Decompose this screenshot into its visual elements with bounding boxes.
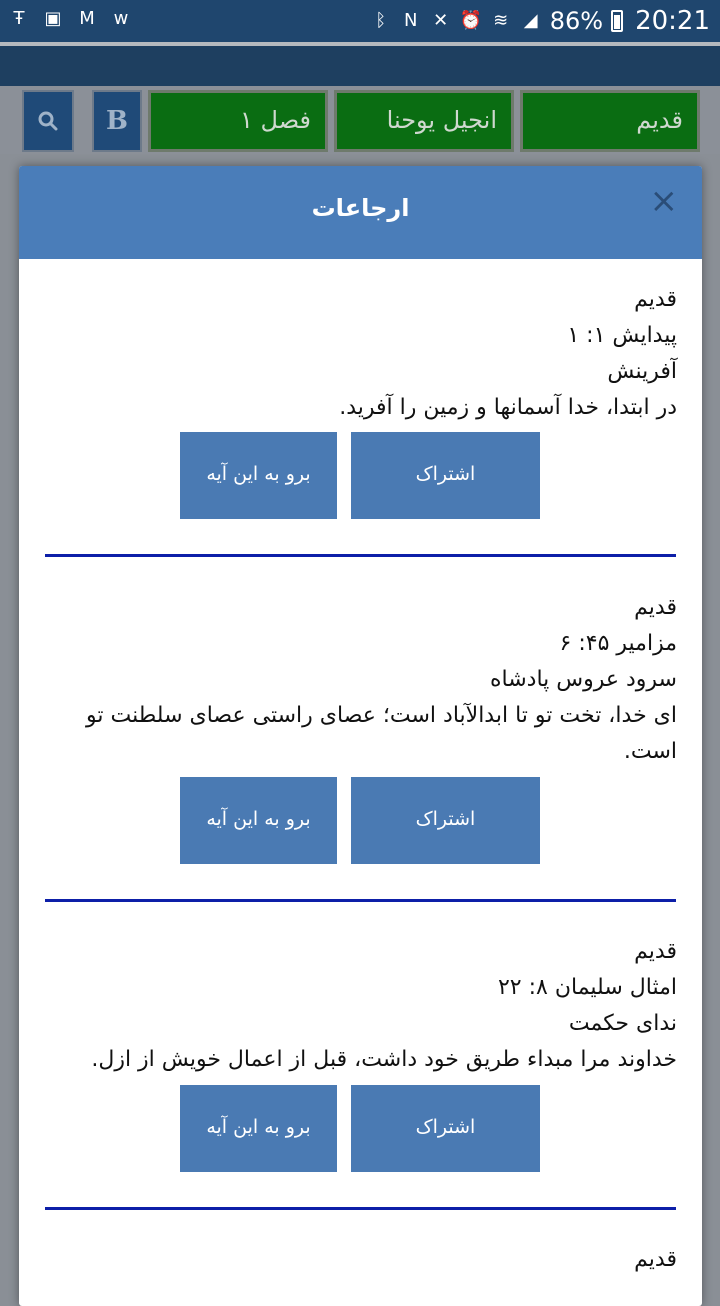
reference-item: [45, 590, 677, 770]
status-bar: [0, 0, 720, 42]
app-w-icon: w: [113, 8, 129, 29]
reference-citation: مزامیر ۴۵: ۶: [559, 631, 677, 656]
share-button[interactable]: اشتراک: [351, 1085, 540, 1172]
wifi-icon: ≋: [493, 10, 509, 31]
share-button[interactable]: اشتراک: [351, 432, 540, 519]
testament-button[interactable]: قدیم: [520, 90, 700, 152]
battery-percent: 86%: [549, 7, 604, 35]
reference-separator: [45, 1207, 676, 1210]
references-modal: [19, 166, 702, 1306]
carrier-t-icon: Ŧ: [13, 8, 25, 29]
reference-verse: در ابتدا، خدا آسمانها و زمین را آفرید.: [339, 395, 677, 420]
reference-heading: آفرینش: [607, 359, 677, 384]
battery-icon: [611, 10, 623, 32]
notification-icons: [8, 8, 132, 30]
close-icon[interactable]: ×: [649, 181, 678, 221]
search-button[interactable]: [22, 90, 74, 152]
signal-icon: ◢: [523, 10, 538, 31]
modal-title: ارجاعات: [311, 194, 410, 222]
app-bar: [0, 46, 720, 86]
modal-header: [19, 166, 702, 259]
reference-testament: قدیم: [634, 287, 677, 312]
reference-testament: قدیم: [634, 1247, 677, 1272]
reference-item: [45, 282, 677, 426]
chapter-button[interactable]: فصل ۱: [148, 90, 328, 152]
reference-item: [45, 1242, 677, 1278]
mute-icon: ✕: [433, 10, 449, 31]
system-icons: [370, 6, 710, 36]
goto-verse-button[interactable]: برو به این آیه: [180, 1085, 337, 1172]
reference-citation: پیدایش ۱: ۱: [567, 323, 677, 348]
bluetooth-icon: ᛒ: [375, 10, 387, 31]
share-button[interactable]: اشتراک: [351, 777, 540, 864]
reference-testament: قدیم: [634, 595, 677, 620]
gmail-icon: M: [79, 8, 95, 29]
reference-heading: سرود عروس پادشاه: [489, 667, 677, 692]
bold-button[interactable]: B: [92, 90, 142, 152]
nfc-icon: N: [403, 10, 418, 31]
reference-heading: ندای حکمت: [568, 1011, 677, 1036]
search-icon: [37, 108, 59, 133]
reference-separator: [45, 554, 676, 557]
goto-verse-button[interactable]: برو به این آیه: [180, 777, 337, 864]
goto-verse-button[interactable]: برو به این آیه: [180, 432, 337, 519]
reference-verse: ای خدا، تخت تو تا ابدالآباد است؛ عصای راستی عصای سلطنت تو است.: [86, 703, 677, 764]
reference-verse: خداوند مرا مبداء طریق خود داشت، قبل از اعمال خویش از ازل.: [91, 1047, 677, 1072]
book-button[interactable]: انجیل یوحنا: [334, 90, 514, 152]
reference-separator: [45, 899, 676, 902]
image-icon: ▣: [44, 8, 62, 29]
reference-item: [45, 934, 677, 1078]
alarm-icon: ⏰: [459, 10, 483, 31]
reference-testament: قدیم: [634, 939, 677, 964]
toolbar: [0, 86, 720, 154]
reference-citation: امثال سلیمان ۸: ۲۲: [497, 975, 677, 1000]
clock: 20:21: [635, 6, 710, 36]
